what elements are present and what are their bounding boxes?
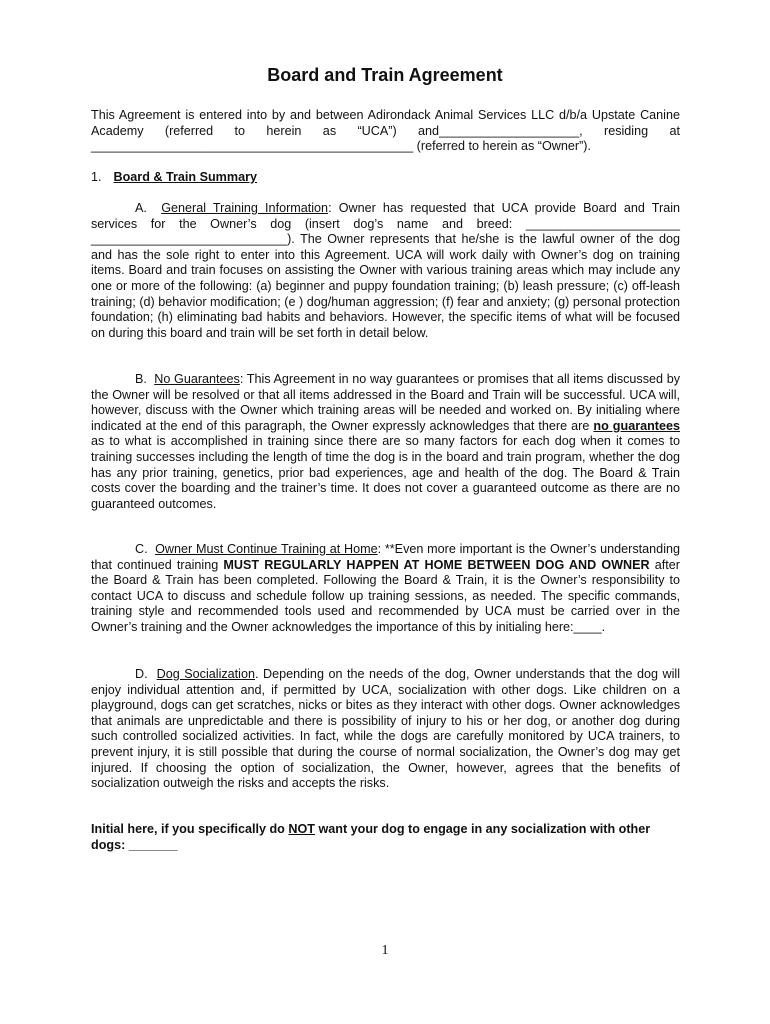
paragraph-c-emphasis: MUST REGULARLY HAPPEN AT HOME BETWEEN DOG AND OWNER (223, 557, 650, 572)
section-title: Board & Train Summary (113, 170, 257, 184)
paragraph-b-text-2: as to what is accomplished in training since there are so many factors for each dog when it comes to training successes including the length of time the dog is in the board and train program, whether the dog has any prior training, genetics, prior bad experiences, age and health of the dog. The Board & Train costs cover the boarding and the trainer’s time. It does not cover a guaranteed outcome as there are no guaranteed outcomes. (91, 434, 680, 511)
socialization-initial-note (91, 822, 680, 853)
section-number: 1. (91, 170, 102, 184)
paragraph-b-emphasis: no guarantees (593, 418, 680, 433)
paragraph-d-text: . Depending on the needs of the dog, Owner understands that the dog will enjoy individual attention and, if permitted by UCA, socialization with other dogs. Like children on a playground, dogs can get scratches, nicks or bites as they interact with other dogs. Owner acknowledges that animals are unpredictable and there is possibility of injury to his or her dog, or another dog during such controlled socialized activities. In fact, while the dogs are carefully monitored by UCA trainers, to prevent injury, it is still possible that during the course of normal socialization, the Owner’s dog may get injured. If choosing the option of socialization, the Owner, however, agrees that the benefits of socialization outweigh the risks and accepts the risks. (91, 667, 681, 791)
paragraph-c-label: C. (135, 542, 148, 556)
paragraph-c (91, 542, 680, 636)
paragraph-d-heading: Dog Socialization (156, 667, 255, 681)
paragraph-c-heading: Owner Must Continue Training at Home (155, 542, 378, 556)
paragraph-b (91, 372, 680, 512)
paragraph-a-heading: General Training Information (161, 201, 329, 215)
initial-note-text-2: want your dog to engage in any socialization with other dogs: _______ (91, 822, 651, 852)
paragraph-b-heading: No Guarantees (154, 372, 240, 386)
paragraph-d (91, 667, 680, 792)
initial-note-text-1: Initial here, if you specifically do (91, 822, 289, 836)
paragraph-c-text-2: after the Board & Train has been completed. Following the Board & Train, it is the Owner’s responsibility to contact UCA to discuss and schedule follow up training sessions, as needed. The specific commands, training style and recommended tools used and recommended by UCA must be carried over in the Owner’s training and the Owner acknowledges the importance of this by initialing here:____. (91, 557, 680, 634)
paragraph-d-label: D. (135, 667, 148, 681)
paragraph-a-text: : Owner has requested that UCA provide Board and Train services for the Owner’s dog (insert dog’s name and breed: ______________________ ____________________________). The Owner represents that he/she is the lawful owner of the dog and has the sole right to enter into this Agreement. UCA will work daily with Owner’s dog on training items. Board and train focuses on assisting the Owner with various training areas which may include any one or more of the following: (a) beginner and puppy foundation training; (b) leash pressure; (c) off-leash training; (d) behavior modification; (e ) dog/human aggression; (f) fear and anxiety; (g) personal protection foundation; (h) eliminating bad habits and behaviors. However, the specific items of what will be focused on during this board and train will be set forth in detail below. (91, 201, 680, 340)
initial-note-emphasis: NOT (288, 822, 315, 836)
paragraph-b-label: B. (135, 372, 147, 386)
document-title: Board and Train Agreement (267, 65, 503, 85)
paragraph-b-text-1: : This Agreement in no way guarantees or promises that all items discussed by the Owner will be resolved or that all items addressed in the Board and Train will be successful. UCA will, however, discuss with the Owner which training areas will be needed and worked on. By initialing where indicated at the end of this paragraph, the Owner expressly acknowledges that there are (91, 372, 680, 433)
paragraph-a (91, 201, 680, 341)
intro-paragraph: This Agreement is entered into by and between Adirondack Animal Services LLC d/b/a Upstate Canine Academy (referred to herein as “UCA”) and____________________, residing at ______________________________________________ (referred to herein as “Owner”). (91, 108, 680, 154)
paragraph-c-text-1: : **Even more important is the Owner’s understanding that continued training (91, 542, 680, 572)
page-number: 1 (381, 943, 389, 958)
section-1-heading (91, 170, 680, 186)
paragraph-a-label: A. (135, 201, 147, 215)
